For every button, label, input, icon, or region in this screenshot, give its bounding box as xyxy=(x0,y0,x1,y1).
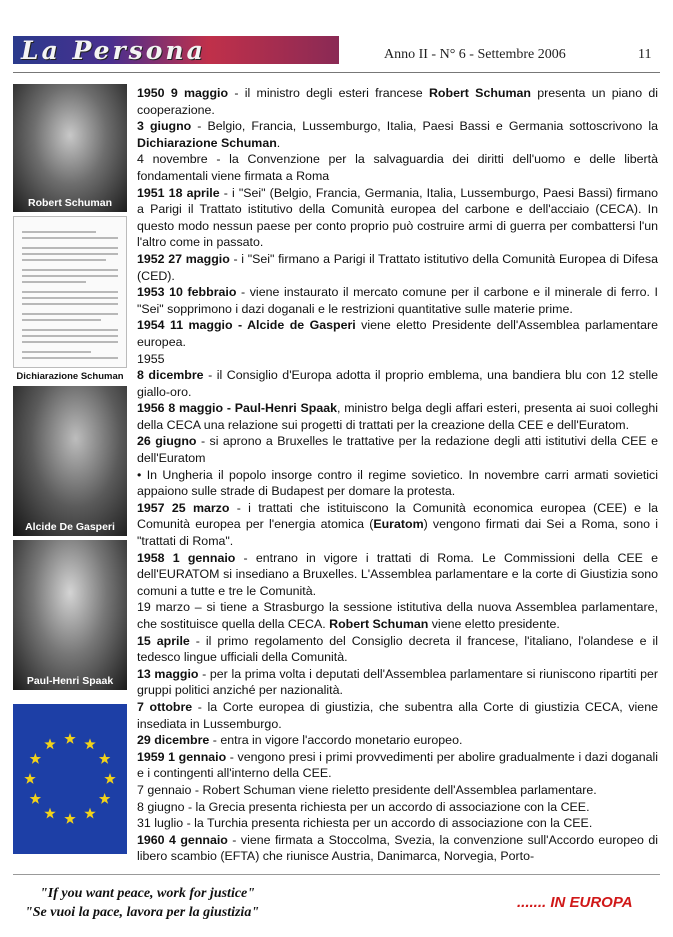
timeline-entry xyxy=(137,284,658,317)
entry-date: 29 dicembre xyxy=(137,733,210,748)
entry-text: , ministro belga degli affari esteri, presenta ai suoi colleghi della CECA una relazione sui progetti di trattati per la creazione della CEE e dell'Euratom. xyxy=(137,401,658,432)
robert-schuman-photo xyxy=(13,84,127,212)
timeline-entry xyxy=(137,633,658,666)
flag-star xyxy=(64,733,75,744)
timeline-entry xyxy=(137,185,658,251)
entry-date: 8 dicembre xyxy=(137,368,204,383)
issue-info: Anno II - N° 6 - Settembre 2006 xyxy=(384,47,566,62)
entry-text: - si aprono a Bruxelles le trattative per la redazione degli atti istitutivi della CEE e dell'Euratom xyxy=(137,434,658,466)
entry-text: 19 marzo – si tiene a Strasburgo la sessione istitutiva della nuova Assemblea parlamentare, che sostituisce quella della CECA. xyxy=(137,600,658,631)
entry-tail: ) vengono firmati dai Sei a Roma, sono i "trattati di Roma". xyxy=(137,517,658,549)
timeline-entry xyxy=(137,699,658,732)
flag-star xyxy=(30,793,41,804)
timeline-entry xyxy=(137,251,658,284)
entry-bold: Dichiarazione Schuman xyxy=(137,135,277,150)
timeline-entry xyxy=(137,351,658,368)
entry-date: 1960 4 gennaio xyxy=(137,832,228,847)
timeline-entry xyxy=(137,118,658,151)
flag-star xyxy=(44,808,55,819)
entry-date: 26 giugno xyxy=(137,434,197,449)
entry-text: - il ministro degli esteri francese xyxy=(228,86,429,100)
entry-text: - il primo regolamento del Consiglio decreta il francese, l'italiano, l'olandese e il tedesco lingue ufficiali della Comunità. xyxy=(137,633,658,665)
timeline-entry xyxy=(137,85,658,118)
entry-text: - i trattati che istituiscono la Comunità economica europea (CEE) e la Comunità europea per l'energia atomica ( xyxy=(137,500,658,532)
entry-bold: Euratom xyxy=(373,517,424,532)
entry-text: 1955 xyxy=(137,351,165,366)
entry-tail: . xyxy=(276,135,281,150)
timeline-entry xyxy=(137,151,658,184)
entry-date: 7 ottobre xyxy=(137,699,193,714)
entry-bold: Robert Schuman xyxy=(428,86,531,100)
photo-caption: Alcide De Gasperi xyxy=(25,521,115,533)
entry-text: - viene instaurato il mercato comune per il carbone e il minerale di ferro. I "Sei" sopprimono i dazi doganali e le restrizioni quantitative sulle materie prime. xyxy=(137,285,658,316)
timeline-entry xyxy=(137,732,658,749)
flag-star xyxy=(99,753,110,764)
entry-tail: viene eletto presidente. xyxy=(428,617,560,631)
flag-star xyxy=(24,773,35,784)
entry-date: 1953 10 febbraio xyxy=(137,285,237,300)
schuman-declaration-document-image xyxy=(13,216,127,368)
entry-text: - per la prima volta i deputati dell'Assemblea parlamentare si riuniscono ripartiti per gruppi politici anziché per nazionalità. xyxy=(137,666,658,698)
quote-italian: "Se vuoi la pace, lavora per la giustizia" xyxy=(25,905,260,920)
masthead-title: La Persona xyxy=(21,35,206,65)
entry-date: 3 giugno xyxy=(137,119,192,134)
photo-caption: Robert Schuman xyxy=(27,197,112,209)
timeline-entry xyxy=(137,317,658,350)
european-flag-image xyxy=(13,704,127,854)
entry-text: - i "Sei" firmano a Parigi il Trattato istitutivo della Comunità Europea di Difesa (CED). xyxy=(137,251,658,283)
entry-text: 8 giugno - la Grecia presenta richiesta per un accordo di associazione con la CEE. xyxy=(137,799,590,814)
entry-text: - Belgio, Francia, Lussemburgo, Italia, Paesi Bassi e Germania sottoscrivono la xyxy=(191,119,658,134)
timeline-entry xyxy=(137,599,658,632)
timeline-entry xyxy=(137,433,658,466)
paul-henri-spaak-photo xyxy=(13,540,127,690)
entry-text: • In Ungheria il popolo insorge contro il regime sovietico. In novembre carri armati sovietici appaiono sulle strade di Budapest per domare la protesta. xyxy=(137,467,658,499)
page-number: 11 xyxy=(638,47,652,62)
flag-star xyxy=(44,738,55,749)
entry-text: - entra in vigore l'accordo monetario europeo. xyxy=(209,733,463,748)
entry-bold: Robert Schuman xyxy=(329,617,429,631)
entry-date: 1954 11 maggio - Alcide de Gasperi xyxy=(137,318,356,333)
timeline-text xyxy=(137,85,658,865)
timeline-entry xyxy=(137,782,658,799)
masthead-logo xyxy=(13,36,339,64)
timeline-entry xyxy=(137,467,658,500)
photo-caption: Paul-Henri Spaak xyxy=(26,675,114,687)
timeline-entry xyxy=(137,400,658,433)
entry-text: - viene firmata a Stoccolma, Svezia, la convenzione sull'Accordo europeo di libero scambio (EFTA) che riunisce Austria, Danimarca, Norvegia, Porto- xyxy=(137,832,658,864)
flag-star xyxy=(64,813,75,824)
entry-text: 31 luglio - la Turchia presenta richiesta per un accordo di associazione con la CEE. xyxy=(137,816,593,831)
flag-star xyxy=(84,738,95,749)
entry-date: 1958 1 gennaio xyxy=(137,550,236,565)
document-caption: Dichiarazione Schuman xyxy=(16,371,124,382)
entry-text: - i "Sei" (Belgio, Francia, Germania, Italia, Lussemburgo, Paesi Bassi) firmano a Parigi il Trattato istitutivo della Comunità europea del carbone e dell'acciaio (CECA). In questo modo nessun paese per conto proprio può costruire armi di guerra per combattersi l'un l'altro come in passato. xyxy=(137,185,658,250)
timeline-entry xyxy=(137,666,658,699)
timeline-entry xyxy=(137,815,658,832)
timeline-entry xyxy=(137,832,658,865)
timeline-entry xyxy=(137,367,658,400)
timeline-entry xyxy=(137,749,658,782)
flag-star xyxy=(84,808,95,819)
timeline-entry xyxy=(137,799,658,816)
entry-text: - il Consiglio d'Europa adotta il proprio emblema, una bandiera blu con 12 stelle giallo-oro. xyxy=(137,368,658,399)
footer-divider xyxy=(13,874,660,875)
header-divider xyxy=(13,72,660,73)
entry-tail: presenta un piano di cooperazione. xyxy=(137,86,659,117)
alcide-de-gasperi-photo xyxy=(13,386,127,536)
entry-text: 4 novembre - la Convenzione per la salvaguardia dei diritti dell'uomo e delle libertà fondamentali viene firmata a Roma xyxy=(137,152,658,183)
entry-text: - entrano in vigore i trattati di Roma. Le Commissioni della CEE e dell'EURATOM si insediano a Bruxelles. L'Assemblea parlamentare e la corte di Giustizia sono comuni a tutte e tre le Comunità. xyxy=(137,550,659,598)
entry-date: 13 maggio xyxy=(137,666,199,681)
quote-english: "If you want peace, work for justice" xyxy=(40,886,256,901)
entry-text: - vengono presi i primi provvedimenti per abolire gradualmente i dazi doganali e i contingenti all'interno della CEE. xyxy=(137,749,658,781)
section-label: ....... IN EUROPA xyxy=(517,894,633,911)
timeline-entry xyxy=(137,550,658,600)
entry-text: 7 gennaio - Robert Schuman viene rieletto presidente dell'Assemblea parlamentare. xyxy=(137,782,597,797)
flag-stars-icon xyxy=(13,704,127,854)
timeline-entry xyxy=(137,500,658,550)
flag-star xyxy=(104,773,115,784)
entry-date: 1959 1 gennaio xyxy=(137,749,227,764)
entry-date: 15 aprile xyxy=(137,633,190,648)
entry-date: 1952 27 maggio xyxy=(137,251,230,266)
entry-date: 1950 9 maggio xyxy=(137,86,229,100)
entry-text: - la Corte europea di giustizia, che subentra alla Corte di giustizia CECA, viene insediata in Lussemburgo. xyxy=(137,699,658,731)
entry-date: 1956 8 maggio - Paul-Henri Spaak xyxy=(137,401,337,416)
entry-date: 1957 25 marzo xyxy=(137,500,230,515)
flag-star xyxy=(99,793,110,804)
entry-date: 1951 18 aprile xyxy=(137,185,220,200)
flag-star xyxy=(30,753,41,764)
entry-text: viene eletto Presidente dell'Assemblea parlamentare europea. xyxy=(137,318,658,349)
